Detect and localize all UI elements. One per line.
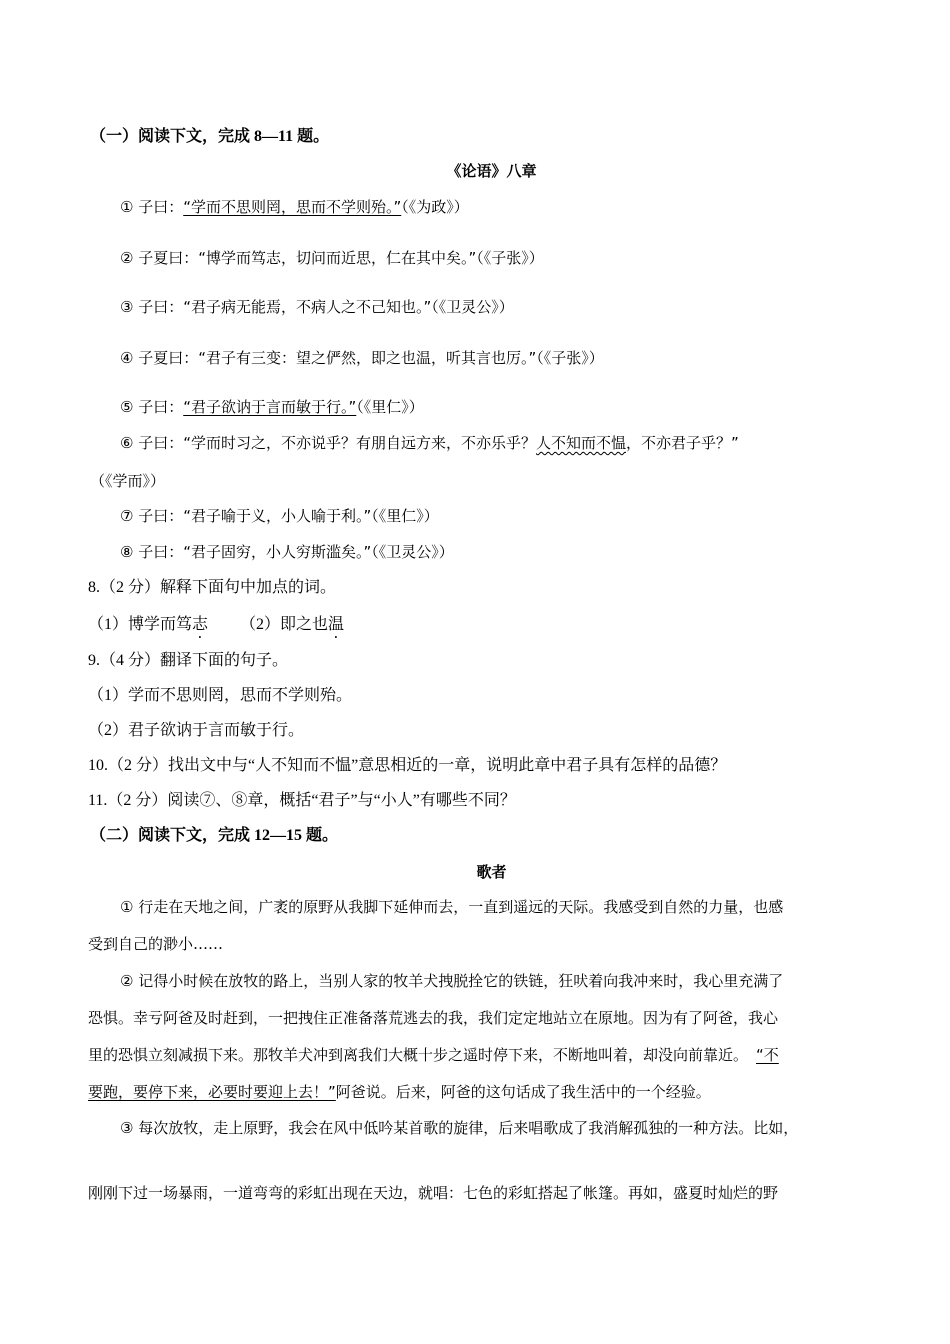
question-9-sub2: （2）君子欲讷于言而敏于行。 bbox=[88, 722, 305, 739]
analects-item-6: ⑥ 子曰：“学而时习之，不亦说乎？有朋自远方来，不亦乐乎？人不知而不愠，不亦君子乎？” bbox=[120, 434, 739, 452]
story-paragraph-2-line-1: ② 记得小时候在放牧的路上，当别人家的牧羊犬拽脱拴它的铁链，狂吠着向我冲来时，我心里充满了 bbox=[120, 972, 784, 990]
question-9-sub1: （1）学而不思则罔，思而不学则殆。 bbox=[88, 687, 353, 704]
story-paragraph-3-line-1: ③ 每次放牧，走上原野，我会在风中低吟某首歌的旋律，后来唱歌成了我消解孤独的一种方法。比如， bbox=[120, 1119, 799, 1137]
story-paragraph-3-line-2: 刚刚下过一场暴雨，一道弯弯的彩虹出现在天边，就唱：七色的彩虹搭起了帐篷。再如，盛夏时灿烂的野 bbox=[88, 1184, 779, 1202]
section2-title: 歌者 bbox=[476, 863, 507, 881]
question-8-subitems: （1）博学而笃志 （2）即之也温 bbox=[88, 616, 345, 633]
story-paragraph-2-line-2: 恐惧。幸亏阿爸及时赶到，一把拽住正准备落荒逃去的我，我们定定地站立在原地。因为有了阿爸，我心 bbox=[88, 1009, 779, 1027]
question-10: 10.（2 分）找出文中与“人不知而不愠”意思相近的一章，说明此章中君子具有怎样的品德？ bbox=[88, 757, 727, 774]
analects-item-1: ① 子曰：“学而不思则罔，思而不学则殆。”（《为政》） bbox=[120, 198, 469, 216]
analects-item-6-source: （《学而》） bbox=[90, 472, 166, 490]
analects-item-3: ③ 子曰：“君子病无能焉，不病人之不己知也。”（《卫灵公》） bbox=[120, 298, 514, 316]
analects-item-5: ⑤ 子曰：“君子欲讷于言而敏于行。”（《里仁》） bbox=[120, 398, 424, 416]
section2-heading: （二）阅读下文，完成 12—15 题。 bbox=[90, 827, 339, 844]
story-paragraph-2-line-4: 要跑，要停下来，必要时要迎上去！”阿爸说。后来，阿爸的这句话成了我生活中的一个经验。 bbox=[88, 1083, 711, 1101]
analects-item-8: ⑧ 子曰：“君子固穷，小人穷斯滥矣。”（《卫灵公》） bbox=[120, 543, 454, 561]
story-paragraph-1-line-2: 受到自己的渺小…… bbox=[88, 935, 224, 953]
section1-heading: （一）阅读下文，完成 8—11 题。 bbox=[90, 128, 330, 145]
section1-title: 《论语》八章 bbox=[446, 162, 537, 180]
analects-item-2: ② 子夏曰：“博学而笃志，切问而近思，仁在其中矣。”（《子张》） bbox=[120, 249, 544, 267]
analects-item-7: ⑦ 子曰：“君子喻于义，小人喻于利。”（《里仁》） bbox=[120, 507, 439, 525]
question-11: 11.（2 分）阅读⑦、⑧章，概括“君子”与“小人”有哪些不同？ bbox=[88, 792, 516, 809]
question-9: 9.（4 分）翻译下面的句子。 bbox=[88, 652, 289, 669]
analects-item-4: ④ 子夏曰：“君子有三变：望之俨然，即之也温，听其言也厉。”（《子张》） bbox=[120, 349, 604, 367]
story-paragraph-1-line-1: ① 行走在天地之间，广袤的原野从我脚下延伸而去，一直到遥远的天际。我感受到自然的力量，也感 bbox=[120, 898, 784, 916]
question-8: 8.（2 分）解释下面句中加点的词。 bbox=[88, 579, 337, 596]
story-paragraph-2-line-3: 里的恐惧立刻减损下来。那牧羊犬冲到离我们大概十步之遥时停下来，不断地叫着，却没向前靠近。 “不 bbox=[88, 1046, 779, 1064]
